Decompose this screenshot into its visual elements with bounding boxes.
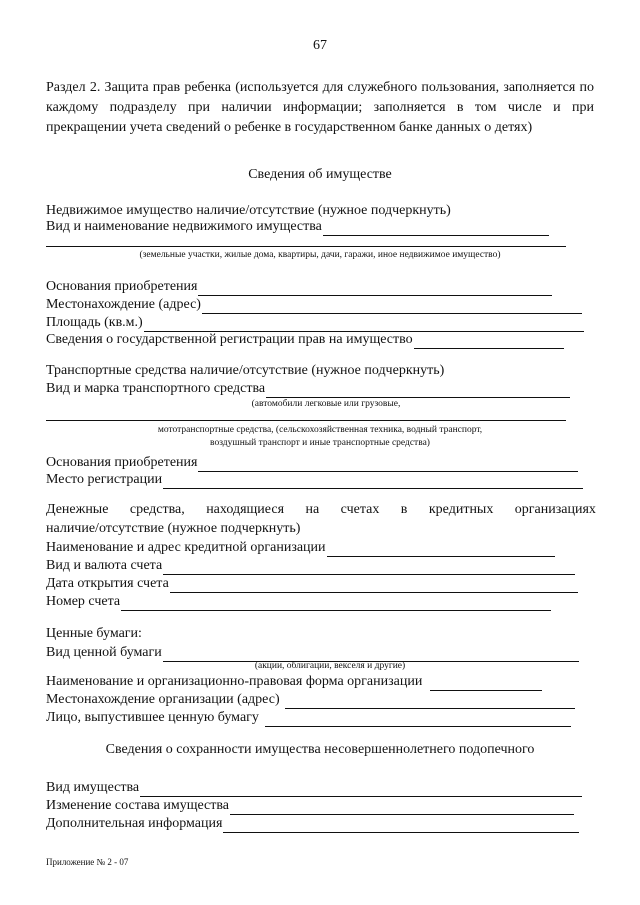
money-word: находящиеся xyxy=(206,502,285,517)
open-date-label: Дата открытия счета xyxy=(46,576,169,591)
security-type-hint: (акции, облигации, векселя и другие) xyxy=(254,661,406,671)
vehicle-hint-1: (автомобили легковые или грузовые, xyxy=(251,399,401,409)
account-number-field[interactable] xyxy=(46,593,551,611)
property-change-line[interactable] xyxy=(230,800,574,815)
vehicle-registration-label: Место регистрации xyxy=(46,472,163,487)
preservation-type-label: Вид имущества xyxy=(46,780,140,795)
org-name-label: Наименование и организационно-правовая форма организации xyxy=(46,674,423,689)
account-number-label: Номер счета xyxy=(46,594,121,609)
account-type-label: Вид и валюта счета xyxy=(46,558,163,573)
property-heading: Сведения об имуществе xyxy=(248,167,392,182)
money-word: Денежные xyxy=(46,502,109,517)
extra-info-line[interactable] xyxy=(223,818,579,833)
money-word: организациях xyxy=(514,502,596,517)
account-number-line[interactable] xyxy=(121,596,551,611)
registration-info-label: Сведения о государственной регистрации прав на имущество xyxy=(46,332,413,347)
vehicle-acquisition-label: Основания приобретения xyxy=(46,455,198,470)
preservation-type-line[interactable] xyxy=(140,782,582,797)
issuer-label: Лицо, выпустившее ценную бумагу xyxy=(46,710,259,725)
org-name-line[interactable] xyxy=(430,676,542,691)
money-word: средства, xyxy=(129,502,185,517)
location-field[interactable] xyxy=(46,296,582,314)
real-estate-hint: (земельные участки, жилые дома, квартиры, дачи, гаражи, иное недвижимое имущество) xyxy=(139,250,501,260)
registration-info-line[interactable] xyxy=(414,334,564,349)
vehicle-registration-field[interactable] xyxy=(46,471,583,489)
money-presence-label xyxy=(46,502,596,518)
money-presence-line2: наличие/отсутствие (нужное подчеркнуть) xyxy=(46,521,301,536)
acquisition-basis-label: Основания приобретения xyxy=(46,279,198,294)
vehicle-hint-2: мототранспортные средства, (сельскохозяйственная техника, водный транспорт, воздушный транспорт и иные транспортные средства) xyxy=(157,425,483,448)
vehicle-acquisition-line[interactable] xyxy=(198,457,578,472)
account-type-line[interactable] xyxy=(163,560,575,575)
area-label: Площадь (кв.м.) xyxy=(46,315,143,330)
acquisition-basis-line[interactable] xyxy=(198,281,552,296)
org-location-field[interactable] xyxy=(46,691,575,709)
org-name-field[interactable] xyxy=(46,673,542,691)
vehicle-type-line[interactable] xyxy=(266,383,570,398)
page-number: 67 xyxy=(313,38,327,53)
real-estate-type-line[interactable] xyxy=(323,221,549,236)
account-type-field[interactable] xyxy=(46,557,575,575)
securities-heading: Ценные бумаги: xyxy=(46,626,142,641)
bank-name-field[interactable] xyxy=(46,539,555,557)
org-location-label: Местонахождение организации (адрес) xyxy=(46,692,280,707)
money-word: в xyxy=(400,502,408,517)
issuer-field[interactable] xyxy=(46,709,571,727)
real-estate-type-line-2[interactable] xyxy=(46,246,566,247)
preservation-type-field[interactable] xyxy=(46,779,582,797)
extra-info-label: Дополнительная информация xyxy=(46,816,223,831)
money-word: кредитных xyxy=(428,502,494,517)
real-estate-presence-label: Недвижимое имущество наличие/отсутствие (нужное подчеркнуть) xyxy=(46,203,451,218)
acquisition-basis-field[interactable] xyxy=(46,278,552,296)
property-change-label: Изменение состава имущества xyxy=(46,798,230,813)
open-date-line[interactable] xyxy=(170,578,578,593)
vehicle-type-field[interactable] xyxy=(46,380,570,398)
org-location-line[interactable] xyxy=(285,694,575,709)
section-intro: Раздел 2. Защита прав ребенка (используется для служебного пользования, заполняется по каждому подразделу при наличии информации; заполняется в том числе и при прекращении учета сведений о ребенке в государственном банке данных о детях) xyxy=(46,80,594,135)
location-line[interactable] xyxy=(202,299,582,314)
real-estate-type-label: Вид и наименование недвижимого имущества xyxy=(46,219,322,234)
bank-name-line[interactable] xyxy=(327,542,555,557)
vehicles-presence-label: Транспортные средства наличие/отсутствие (нужное подчеркнуть) xyxy=(46,363,445,378)
vehicle-acquisition-field[interactable] xyxy=(46,454,578,472)
footer-appendix: Приложение № 2 - 07 xyxy=(46,857,129,867)
vehicle-registration-line[interactable] xyxy=(163,474,583,489)
vehicle-type-label: Вид и марка транспортного средства xyxy=(46,381,266,396)
issuer-line[interactable] xyxy=(265,712,571,727)
bank-name-label: Наименование и адрес кредитной организации xyxy=(46,540,326,555)
money-word: счетах xyxy=(340,502,380,517)
security-type-label: Вид ценной бумаги xyxy=(46,645,162,660)
real-estate-type-field[interactable] xyxy=(46,218,549,236)
registration-info-field[interactable] xyxy=(46,331,564,349)
preservation-heading: Сведения о сохранности имущества несовершеннолетнего подопечного xyxy=(105,742,535,757)
money-word: на xyxy=(305,502,320,517)
location-label: Местонахождение (адрес) xyxy=(46,297,201,312)
property-change-field[interactable] xyxy=(46,797,574,815)
open-date-field[interactable] xyxy=(46,575,578,593)
vehicle-type-line-2[interactable] xyxy=(46,420,566,421)
extra-info-field[interactable] xyxy=(46,815,579,833)
area-field[interactable] xyxy=(46,314,584,332)
area-line[interactable] xyxy=(144,317,584,332)
